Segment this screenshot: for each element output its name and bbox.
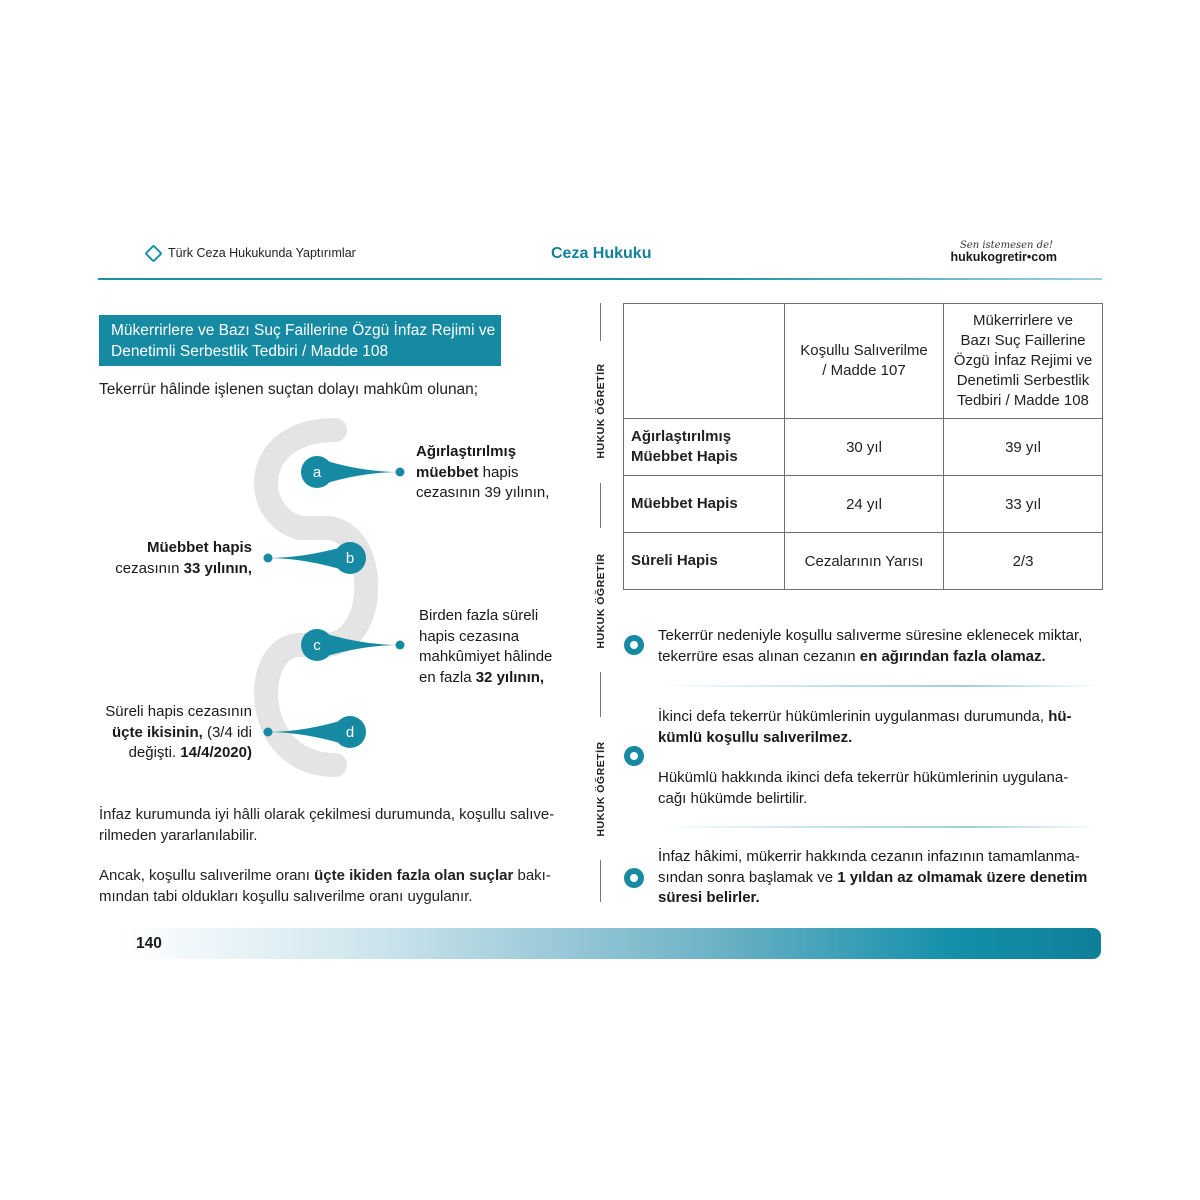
brand-name: hukukogretir•com <box>950 250 1057 264</box>
item-d-text <box>60 702 252 764</box>
item-b-bold-1: Müebbet hapis <box>146 539 252 556</box>
note-1-bold: en ağırından fazla olamaz. <box>859 647 1046 665</box>
side-label-1: HUKUK ÖĞRETİR <box>595 363 607 459</box>
item-d-line2-bold: üçte ikisinin, <box>111 723 203 741</box>
paragraph-1-line2: rilmeden yararlanılabilir. <box>99 826 258 844</box>
row-label: Müebbet Hapis <box>624 476 785 533</box>
chapter-title: Ceza Hukuku <box>551 245 652 262</box>
brand-tagline: Sen istemesen de! <box>959 240 1053 251</box>
item-c-line3: mahkûmiyet hâlinde <box>419 648 553 665</box>
note-2 <box>658 707 1103 809</box>
paragraph-2 <box>99 866 579 907</box>
table-row <box>624 419 1103 476</box>
side-label-2: HUKUK ÖĞRETİR <box>595 553 607 649</box>
row-label-line1: Ağırlaştırılmış <box>631 428 732 445</box>
side-label-3: HUKUK ÖĞRETİR <box>595 741 607 837</box>
item-a-bold-1: Ağırlaştırılmış <box>416 443 517 460</box>
footer-bar <box>120 928 1101 959</box>
note-1 <box>658 626 1103 667</box>
row-label: Süreli Hapis <box>624 533 785 590</box>
table-row <box>624 533 1103 590</box>
page-number: 140 <box>136 935 162 952</box>
paragraph-2-text-a: Ancak, koşullu salıverilme oranı <box>99 867 315 884</box>
paragraph-2-line2: mından tabi oldukları koşullu salıverilme oranı uygulanır. <box>99 887 473 905</box>
item-a-text-2: hapis <box>478 463 519 481</box>
note-1-line2: tekerrüre esas alınan cezanın <box>658 647 860 665</box>
paragraph-1-line1: İnfaz kurumunda iyi hâlli olarak çekilmesi durumunda, koşullu salıve- <box>99 806 555 823</box>
item-d-line3-bold: 14/4/2020) <box>180 744 252 761</box>
item-a-text-3: cezasının 39 yılının, <box>416 484 550 501</box>
row-label-line2: Müebbet Hapis <box>631 448 738 465</box>
vertical-divider <box>600 860 601 902</box>
badge-a-letter: a <box>312 464 322 481</box>
item-c-line2: hapis cezasına <box>419 627 520 645</box>
header-107-line1: Koşullu Salıverilme <box>800 342 928 359</box>
paragraph-1 <box>99 805 579 846</box>
cell-madde-108: 39 yıl <box>944 419 1103 476</box>
header-107-line2: / Madde 107 <box>822 362 906 379</box>
table-header-row <box>624 304 1103 419</box>
diamond-bullet-icon <box>144 244 162 262</box>
table-corner-cell <box>624 304 785 419</box>
section-title-line2: Denetimli Serbestlik Tedbiri / Madde 108 <box>111 343 389 360</box>
note-2-line1: İkinci defa tekerrür hükümlerinin uygulanması durumunda, <box>658 708 1049 725</box>
note-bullet-icon <box>624 746 644 766</box>
note-bullet-icon <box>624 635 644 655</box>
running-header-left <box>147 246 356 260</box>
item-c-line4-bold: 32 yılının, <box>475 668 545 686</box>
note-3-bold-1: 1 yıldan az olmamak üzere denetim <box>837 868 1088 886</box>
note-separator <box>660 685 1100 687</box>
s-curve-diagram <box>240 410 440 800</box>
item-c-line1: Birden fazla süreli <box>419 607 539 624</box>
badge-b-letter: b <box>345 550 355 567</box>
header-divider <box>98 278 1102 280</box>
item-c-text <box>419 606 552 688</box>
item-c-line4: en fazla <box>419 668 476 686</box>
item-a-text <box>416 442 549 504</box>
cell-madde-107: 30 yıl <box>785 419 944 476</box>
vertical-divider <box>600 483 601 528</box>
row-label <box>624 419 785 476</box>
table-row <box>624 476 1103 533</box>
table-header-madde-107 <box>785 304 944 419</box>
note-separator <box>660 826 1100 828</box>
note-bullet-icon <box>624 868 644 888</box>
item-b-text-2: cezasının <box>115 559 184 577</box>
note-2-line3: Hükümlü hakkında ikinci defa tekerrür hükümlerinin uygulana- <box>658 769 1069 786</box>
note-3-bold-2: süresi belirler. <box>658 889 760 906</box>
header-108-line3: Özgü İnfaz Rejimi ve <box>953 352 1093 369</box>
cell-madde-107: 24 yıl <box>785 476 944 533</box>
section-title-box <box>99 315 501 366</box>
note-3-line2: sından sonra başlamak ve <box>658 868 838 886</box>
paragraph-2-bold: üçte ikiden fazla olan suçlar <box>314 867 514 884</box>
note-3 <box>658 847 1103 909</box>
badge-d-letter: d <box>345 724 355 741</box>
header-108-line1: Mükerrirlere ve <box>972 312 1074 329</box>
cell-madde-108: 33 yıl <box>944 476 1103 533</box>
vertical-divider <box>600 672 601 717</box>
item-a-bold-2: müebbet <box>416 463 479 481</box>
note-1-line1: Tekerrür nedeniyle koşullu salıverme süresine eklenecek miktar, <box>658 627 1083 644</box>
book-title: Türk Ceza Hukukunda Yaptırımlar <box>168 246 356 260</box>
vertical-divider <box>600 303 601 341</box>
item-d-line1: Süreli hapis cezasının <box>105 703 252 720</box>
header-108-line2: Bazı Suç Faillerine <box>960 332 1086 349</box>
item-b-text <box>100 538 252 579</box>
note-2-line4: cağı hükümde belirtilir. <box>658 789 808 807</box>
item-b-bold-2: 33 yılının, <box>183 559 252 577</box>
cell-madde-108: 2/3 <box>944 533 1103 590</box>
note-2-bold-2: kümlü koşullu salıverilmez. <box>658 728 853 746</box>
header-108-line4: Denetimli Serbestlik <box>956 372 1090 389</box>
section-intro: Tekerrür hâlinde işlenen suçtan dolayı mahkûm olunan; <box>99 381 479 398</box>
note-3-line1: İnfaz hâkimi, mükerrir hakkında cezanın infazının tamamlanma- <box>658 848 1080 865</box>
brand-logo <box>937 240 1057 264</box>
paragraph-2-text-b: bakı- <box>513 867 551 884</box>
comparison-table <box>623 303 1103 590</box>
item-d-line3: değişti. <box>128 744 181 761</box>
badge-c-letter: c <box>313 637 321 654</box>
header-108-line5: Tedbiri / Madde 108 <box>957 392 1089 409</box>
item-d-line2: (3/4 idi <box>202 723 252 741</box>
note-2-bold-1: hü- <box>1048 708 1072 725</box>
section-title-line1: Mükerrirlere ve Bazı Suç Faillerine Özgü İnfaz Rejimi ve <box>111 322 496 339</box>
cell-madde-107: Cezalarının Yarısı <box>785 533 944 590</box>
table-header-madde-108 <box>944 304 1103 419</box>
